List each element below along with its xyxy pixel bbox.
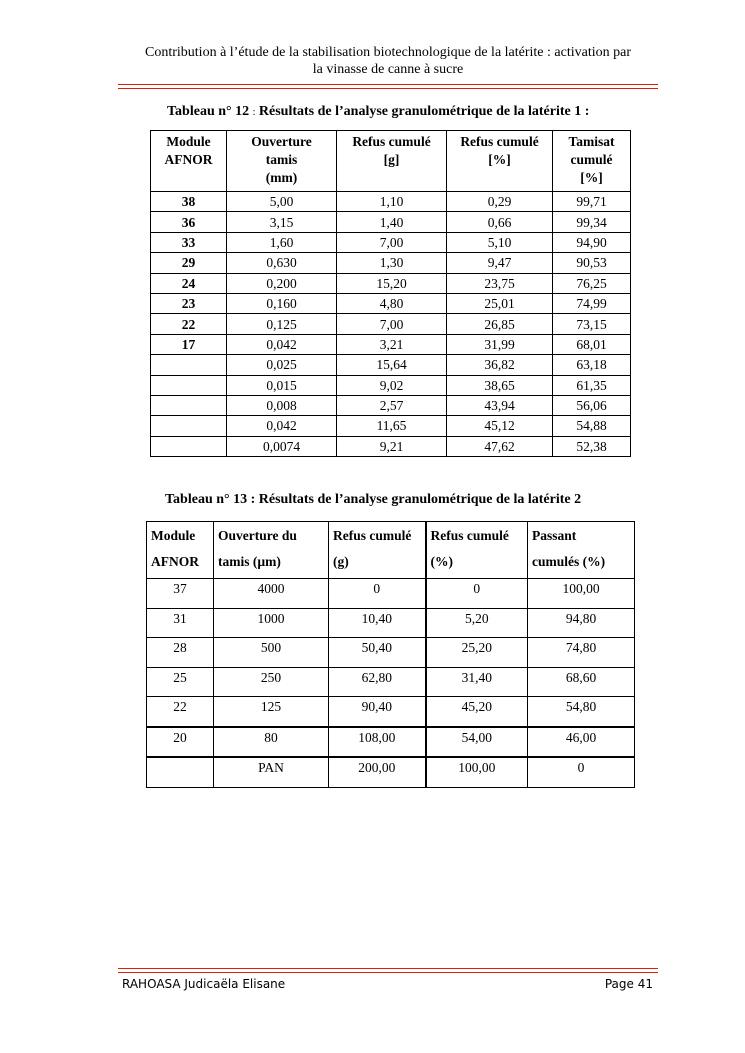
value-cell: 76,25 (553, 273, 631, 293)
header-rule-thin (118, 88, 658, 89)
footer-author: RAHOASA Judicaëla Elisane (122, 977, 286, 991)
value-cell: 9,02 (337, 375, 447, 395)
value-cell: 1,60 (227, 232, 337, 252)
value-cell: 73,15 (553, 314, 631, 334)
value-cell: 0,042 (227, 416, 337, 436)
value-cell: 52,38 (553, 436, 631, 456)
column-header (337, 131, 447, 192)
column-header-line: Module (151, 528, 196, 543)
value-cell: 125 (214, 697, 329, 727)
table-row (151, 253, 631, 273)
footer-rule (118, 968, 658, 969)
module-cell (151, 395, 227, 415)
header-rule (118, 84, 658, 85)
value-cell: 45,20 (426, 697, 528, 727)
column-header-line: Refus cumulé (333, 528, 412, 543)
value-cell: 0,125 (227, 314, 337, 334)
value-cell: 0,160 (227, 293, 337, 313)
value-cell: 54,88 (553, 416, 631, 436)
value-cell: 2,57 (337, 395, 447, 415)
table-row (147, 667, 635, 697)
value-cell: 46,00 (528, 727, 635, 758)
table-row (151, 192, 631, 212)
module-cell: 29 (151, 253, 227, 273)
table-row (147, 727, 635, 758)
value-cell: 0,0074 (227, 436, 337, 456)
value-cell: 31,40 (426, 667, 528, 697)
value-cell: 99,71 (553, 192, 631, 212)
value-cell: 74,99 (553, 293, 631, 313)
table-row (151, 334, 631, 354)
module-cell: 31 (147, 608, 214, 638)
value-cell: 23,75 (447, 273, 553, 293)
value-cell: 7,00 (337, 232, 447, 252)
module-cell: 20 (147, 727, 214, 758)
column-header (426, 522, 528, 579)
value-cell: 7,00 (337, 314, 447, 334)
value-cell: 25,20 (426, 638, 528, 668)
value-cell: 54,80 (528, 697, 635, 727)
value-cell: 54,00 (426, 727, 528, 758)
value-cell: 4,80 (337, 293, 447, 313)
column-header-line: Module (166, 134, 211, 149)
module-cell: 22 (147, 697, 214, 727)
module-cell: 38 (151, 192, 227, 212)
column-header-line: tamis (µm) (218, 554, 281, 569)
value-cell: 0,29 (447, 192, 553, 212)
value-cell: 100,00 (528, 579, 635, 609)
footer-page-number: Page 41 (604, 977, 653, 991)
value-cell: 0,042 (227, 334, 337, 354)
table-13-caption: Tableau n° 13 : Résultats de l’analyse granulométrique de la latérite 2 (165, 492, 582, 507)
table-row (151, 314, 631, 334)
table-row (151, 436, 631, 456)
column-header-line: cumulés (%) (532, 554, 606, 569)
table-row (151, 375, 631, 395)
column-header-line: Refus cumulé (430, 528, 509, 543)
column-header-line: [%] (580, 170, 603, 185)
column-header-line: AFNOR (151, 554, 199, 569)
module-cell: 17 (151, 334, 227, 354)
table-row (151, 232, 631, 252)
column-header (147, 522, 214, 579)
running-header (118, 44, 658, 78)
column-header-line: Refus cumulé (352, 134, 431, 149)
module-cell (151, 355, 227, 375)
module-cell: 28 (147, 638, 214, 668)
value-cell: PAN (214, 757, 329, 787)
column-header-line: AFNOR (164, 152, 213, 167)
column-header (214, 522, 329, 579)
module-cell: 36 (151, 212, 227, 232)
value-cell: 36,82 (447, 355, 553, 375)
module-cell (151, 375, 227, 395)
value-cell: 15,64 (337, 355, 447, 375)
value-cell: 0 (528, 757, 635, 787)
table-row (151, 395, 631, 415)
value-cell: 43,94 (447, 395, 553, 415)
column-header-line: cumulé (570, 152, 613, 167)
value-cell: 45,12 (447, 416, 553, 436)
column-header (553, 131, 631, 192)
value-cell: 0 (426, 579, 528, 609)
column-header-line: tamis (265, 152, 298, 167)
value-cell: 5,10 (447, 232, 553, 252)
header-line-1: Contribution à l’étude de la stabilisation biotechnologique de la latérite : activation par (145, 45, 631, 60)
column-header (329, 522, 426, 579)
value-cell: 0,015 (227, 375, 337, 395)
table-row (151, 293, 631, 313)
column-header (447, 131, 553, 192)
column-header-line: Passant (532, 528, 577, 543)
module-cell: 22 (151, 314, 227, 334)
value-cell: 108,00 (329, 727, 426, 758)
header-row (151, 131, 631, 192)
module-cell: 37 (147, 579, 214, 609)
module-cell: 23 (151, 293, 227, 313)
table-row (147, 757, 635, 787)
value-cell: 0,025 (227, 355, 337, 375)
value-cell: 5,20 (426, 608, 528, 638)
module-cell (151, 436, 227, 456)
value-cell: 0,200 (227, 273, 337, 293)
table-row (147, 608, 635, 638)
value-cell: 61,35 (553, 375, 631, 395)
value-cell: 9,47 (447, 253, 553, 273)
column-header-line: Refus cumulé (460, 134, 539, 149)
value-cell: 50,40 (329, 638, 426, 668)
table-row (151, 273, 631, 293)
column-header (227, 131, 337, 192)
value-cell: 90,53 (553, 253, 631, 273)
value-cell: 15,20 (337, 273, 447, 293)
column-header-line: [%] (488, 152, 511, 167)
value-cell: 1000 (214, 608, 329, 638)
column-header-line: Ouverture (251, 134, 312, 149)
value-cell: 31,99 (447, 334, 553, 354)
value-cell: 0,008 (227, 395, 337, 415)
header-line-2: la vinasse de canne à sucre (312, 62, 464, 77)
value-cell: 1,40 (337, 212, 447, 232)
module-cell (151, 416, 227, 436)
value-cell: 0,630 (227, 253, 337, 273)
value-cell: 56,06 (553, 395, 631, 415)
value-cell: 80 (214, 727, 329, 758)
value-cell: 90,40 (329, 697, 426, 727)
module-cell (147, 757, 214, 787)
value-cell: 62,80 (329, 667, 426, 697)
value-cell: 9,21 (337, 436, 447, 456)
value-cell: 26,85 (447, 314, 553, 334)
column-header-line: (%) (430, 554, 453, 569)
value-cell: 11,65 (337, 416, 447, 436)
value-cell: 3,15 (227, 212, 337, 232)
module-cell: 24 (151, 273, 227, 293)
value-cell: 10,40 (329, 608, 426, 638)
table-row (151, 212, 631, 232)
table-row (151, 416, 631, 436)
column-header-line: [g] (383, 152, 400, 167)
value-cell: 500 (214, 638, 329, 668)
value-cell: 68,60 (528, 667, 635, 697)
column-header-line: (g) (333, 554, 349, 569)
value-cell: 200,00 (329, 757, 426, 787)
value-cell: 5,00 (227, 192, 337, 212)
value-cell: 0 (329, 579, 426, 609)
column-header (151, 131, 227, 192)
value-cell: 99,34 (553, 212, 631, 232)
column-header-line: Tamisat (568, 134, 615, 149)
table-row (147, 579, 635, 609)
table-12-caption: Tableau n° 12 : Résultats de l’analyse granulométrique de la latérite 1 : (167, 104, 590, 119)
value-cell: 25,01 (447, 293, 553, 313)
table-row (151, 355, 631, 375)
value-cell: 100,00 (426, 757, 528, 787)
column-header-line: (mm) (265, 170, 298, 185)
value-cell: 250 (214, 667, 329, 697)
module-cell: 33 (151, 232, 227, 252)
value-cell: 94,90 (553, 232, 631, 252)
column-header-line: Ouverture du (218, 528, 297, 543)
table-row (147, 638, 635, 668)
value-cell: 1,30 (337, 253, 447, 273)
module-cell: 25 (147, 667, 214, 697)
column-header (528, 522, 635, 579)
value-cell: 0,66 (447, 212, 553, 232)
table-12 (150, 130, 631, 457)
table-row (147, 697, 635, 727)
value-cell: 1,10 (337, 192, 447, 212)
value-cell: 47,62 (447, 436, 553, 456)
value-cell: 94,80 (528, 608, 635, 638)
value-cell: 3,21 (337, 334, 447, 354)
value-cell: 38,65 (447, 375, 553, 395)
value-cell: 63,18 (553, 355, 631, 375)
value-cell: 68,01 (553, 334, 631, 354)
value-cell: 4000 (214, 579, 329, 609)
header-row (147, 522, 635, 579)
value-cell: 74,80 (528, 638, 635, 668)
table-13 (146, 521, 635, 788)
footer-rule-thin (118, 972, 658, 973)
